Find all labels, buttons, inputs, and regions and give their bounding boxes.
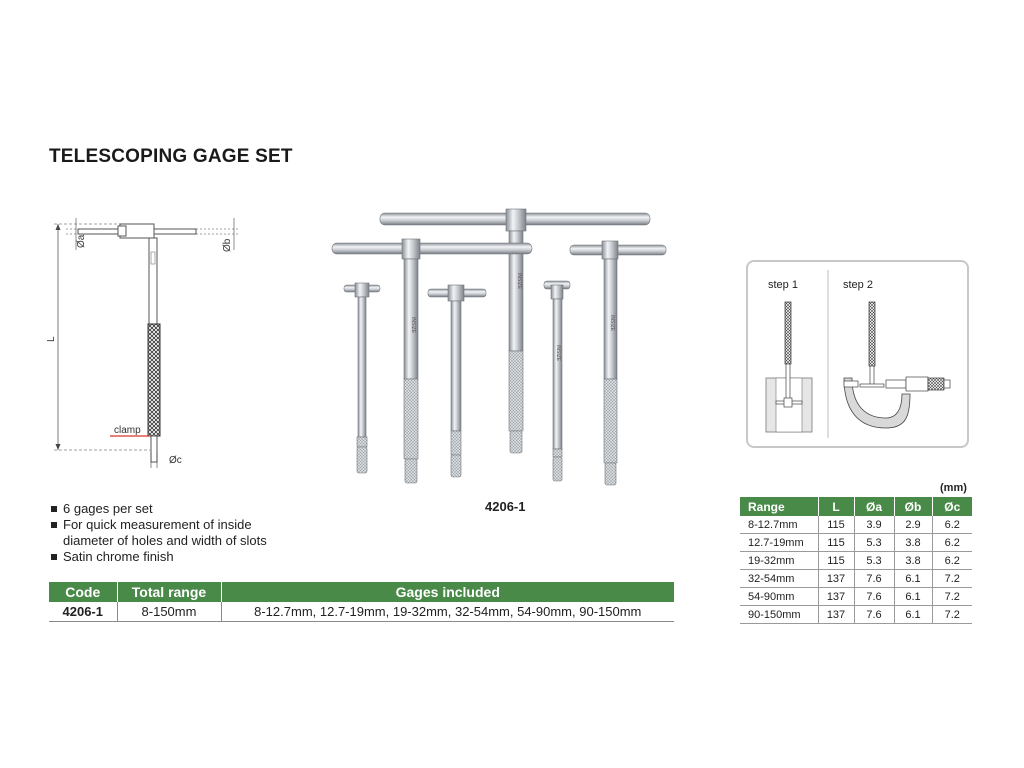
dia-c-cell: 7.2 xyxy=(932,606,972,624)
table-row xyxy=(740,588,972,606)
dia-a-header: Øa xyxy=(854,497,894,516)
range-cell: 12.7-19mm xyxy=(740,534,818,552)
svg-text:INSIZE: INSIZE xyxy=(555,345,561,362)
spec-table-header-row xyxy=(740,497,972,516)
spec-table xyxy=(740,497,972,624)
gages-included-cell: 8-12.7mm, 12.7-19mm, 19-32mm, 32-54mm, 54-90mm, 90-150mm xyxy=(221,602,674,622)
total-range-cell: 8-150mm xyxy=(117,602,221,622)
gages-included-header: Gages included xyxy=(221,582,674,602)
dia-c-cell: 6.2 xyxy=(932,552,972,570)
table-row xyxy=(740,570,972,588)
features-list xyxy=(49,501,267,565)
l-cell: 115 xyxy=(818,552,854,570)
range-cell: 19-32mm xyxy=(740,552,818,570)
page-title: TELESCOPING GAGE SET xyxy=(49,146,293,167)
dia-b-cell: 6.1 xyxy=(894,588,932,606)
gage-32-54 xyxy=(570,241,666,485)
l-cell: 115 xyxy=(818,534,854,552)
step-1-gage-in-bore xyxy=(766,302,812,432)
dia-a-label: Øa xyxy=(76,234,87,248)
code-table xyxy=(49,582,674,622)
table-row xyxy=(740,534,972,552)
dia-c-cell: 7.2 xyxy=(932,570,972,588)
product-code-label: 4206-1 xyxy=(485,499,526,514)
length-label: L xyxy=(46,336,57,342)
svg-text:INSIZE: INSIZE xyxy=(516,273,522,290)
unit-label: (mm) xyxy=(940,482,967,494)
total-range-header: Total range xyxy=(117,582,221,602)
dia-c-cell: 7.2 xyxy=(932,588,972,606)
l-cell: 137 xyxy=(818,588,854,606)
gage-shaft xyxy=(149,238,157,326)
dia-c-label: Øc xyxy=(169,455,182,466)
l-header: L xyxy=(818,497,854,516)
range-cell: 8-12.7mm xyxy=(740,516,818,534)
dia-a-cell: 7.6 xyxy=(854,606,894,624)
clamp-label: clamp xyxy=(114,425,141,436)
dia-a-cell: 3.9 xyxy=(854,516,894,534)
dia-a-cell: 7.6 xyxy=(854,570,894,588)
dia-c-cell: 6.2 xyxy=(932,516,972,534)
l-cell: 115 xyxy=(818,516,854,534)
feature-item: For quick measurement of inside xyxy=(49,517,267,533)
dia-b-header: Øb xyxy=(894,497,932,516)
range-cell: 54-90mm xyxy=(740,588,818,606)
range-cell: 32-54mm xyxy=(740,570,818,588)
code-table-header-row xyxy=(49,582,674,602)
gage-dimension-diagram xyxy=(40,212,250,472)
step-1-label: step 1 xyxy=(768,279,798,291)
dia-b-cell: 2.9 xyxy=(894,516,932,534)
svg-text:INSIZE: INSIZE xyxy=(609,315,615,332)
table-row xyxy=(49,602,674,622)
step-2-label: step 2 xyxy=(843,279,873,291)
gage-knurled-handle xyxy=(148,324,160,436)
svg-text:INSIZE: INSIZE xyxy=(410,317,416,334)
dia-c-cell: 6.2 xyxy=(932,534,972,552)
code-cell: 4206-1 xyxy=(49,602,117,622)
feature-item: 6 gages per set xyxy=(49,501,267,517)
table-row xyxy=(740,552,972,570)
l-cell: 137 xyxy=(818,606,854,624)
gage-end-cap xyxy=(151,436,157,462)
step-2-gage-with-micrometer xyxy=(844,302,950,428)
range-header: Range xyxy=(740,497,818,516)
gage-8-12.7 xyxy=(344,283,380,473)
dia-c-header: Øc xyxy=(932,497,972,516)
dia-b-cell: 6.1 xyxy=(894,570,932,588)
usage-steps-illustration xyxy=(746,260,969,448)
feature-item-continued: diameter of holes and width of slots xyxy=(63,533,267,548)
code-header: Code xyxy=(49,582,117,602)
gage-12.7-19 xyxy=(544,281,570,481)
dia-a-cell: 5.3 xyxy=(854,552,894,570)
dia-a-cell: 5.3 xyxy=(854,534,894,552)
dia-a-cell: 7.6 xyxy=(854,588,894,606)
table-row xyxy=(740,606,972,624)
gage-19-32 xyxy=(428,285,486,477)
table-row xyxy=(740,516,972,534)
range-cell: 90-150mm xyxy=(740,606,818,624)
telescoping-gages-photo xyxy=(320,205,680,495)
dia-b-cell: 3.8 xyxy=(894,552,932,570)
feature-item: Satin chrome finish xyxy=(49,549,267,565)
dia-b-label: Øb xyxy=(222,238,233,252)
dia-b-cell: 3.8 xyxy=(894,534,932,552)
dia-b-cell: 6.1 xyxy=(894,606,932,624)
l-cell: 137 xyxy=(818,570,854,588)
